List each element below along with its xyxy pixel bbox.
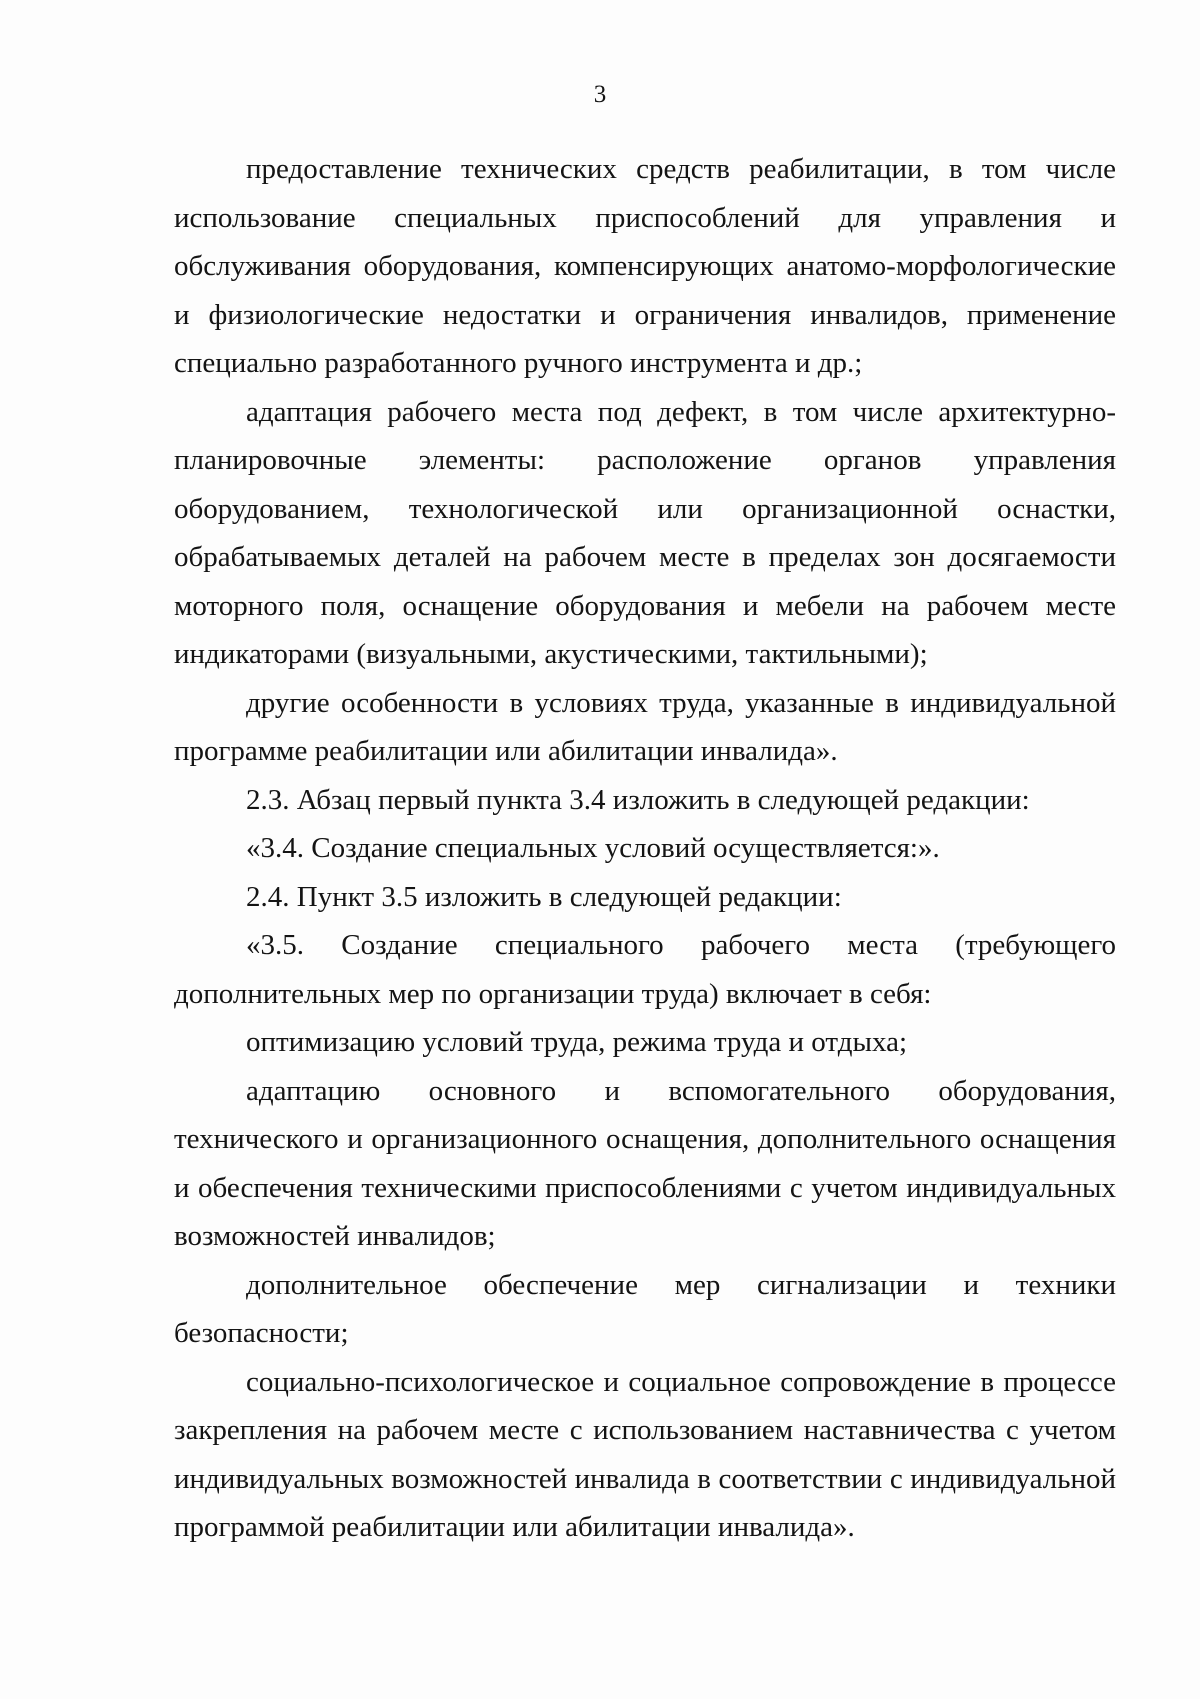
paragraph-social-support: социально-психологическое и социальное сопровождение в процессе закрепления на рабочем месте с использованием наставничества с учетом индивидуальных возможностей инвалида в соответствии с индивидуальной программой реабилитации или абилитации инвалида». bbox=[174, 1365, 1116, 1543]
paragraph-amendment-2-4: 2.4. Пункт 3.5 изложить в следующей редакции: bbox=[246, 880, 842, 913]
paragraph-safety-measures: дополнительное обеспечение мер сигнализации и техники безопасности; bbox=[174, 1268, 1116, 1349]
paragraph-equipment-adaptation: адаптацию основного и вспомогательного оборудования, технического и организационного оснащения, дополнительного оснащения и обеспечения техническими приспособлениями с учетом индивидуальных возможностей инвалидов; bbox=[174, 1074, 1116, 1252]
paragraph-technical-means: предоставление технических средств реабилитации, в том числе использование специальных приспособлений для управления и обслуживания оборудования, компенсирующих анатомо-морфологические и физиологические недостатки и ограничения инвалидов, применение специально разработанного ручного инструмента и др.; bbox=[174, 153, 1116, 379]
document-body bbox=[174, 145, 1116, 1552]
paragraph-workplace-adaptation: адаптация рабочего места под дефект, в том числе архитектурно-планировочные элементы: расположение органов управления оборудованием, технологической или организационной оснастки, обрабатываемых деталей на рабочем месте в пределах зон досягаемости моторного поля, оснащение оборудования и мебели на рабочем месте индикаторами (визуальными, акустическими, тактильными); bbox=[174, 395, 1116, 670]
page-number: 3 bbox=[593, 81, 607, 108]
paragraph-amendment-2-3: 2.3. Абзац первый пункта 3.4 изложить в следующей редакции: bbox=[246, 783, 1030, 816]
paragraph-clause-3-5: «3.5. Создание специального рабочего места (требующего дополнительных мер по организации труда) включает в себя: bbox=[174, 929, 1116, 1010]
paragraph-optimization: оптимизацию условий труда, режима труда и отдыха; bbox=[246, 1026, 907, 1058]
paragraph-other-features: другие особенности в условиях труда, указанные в индивидуальной программе реабилитации или абилитации инвалида». bbox=[174, 686, 1116, 767]
paragraph-clause-3-4: «3.4. Создание специальных условий осуществляется:». bbox=[246, 832, 940, 864]
